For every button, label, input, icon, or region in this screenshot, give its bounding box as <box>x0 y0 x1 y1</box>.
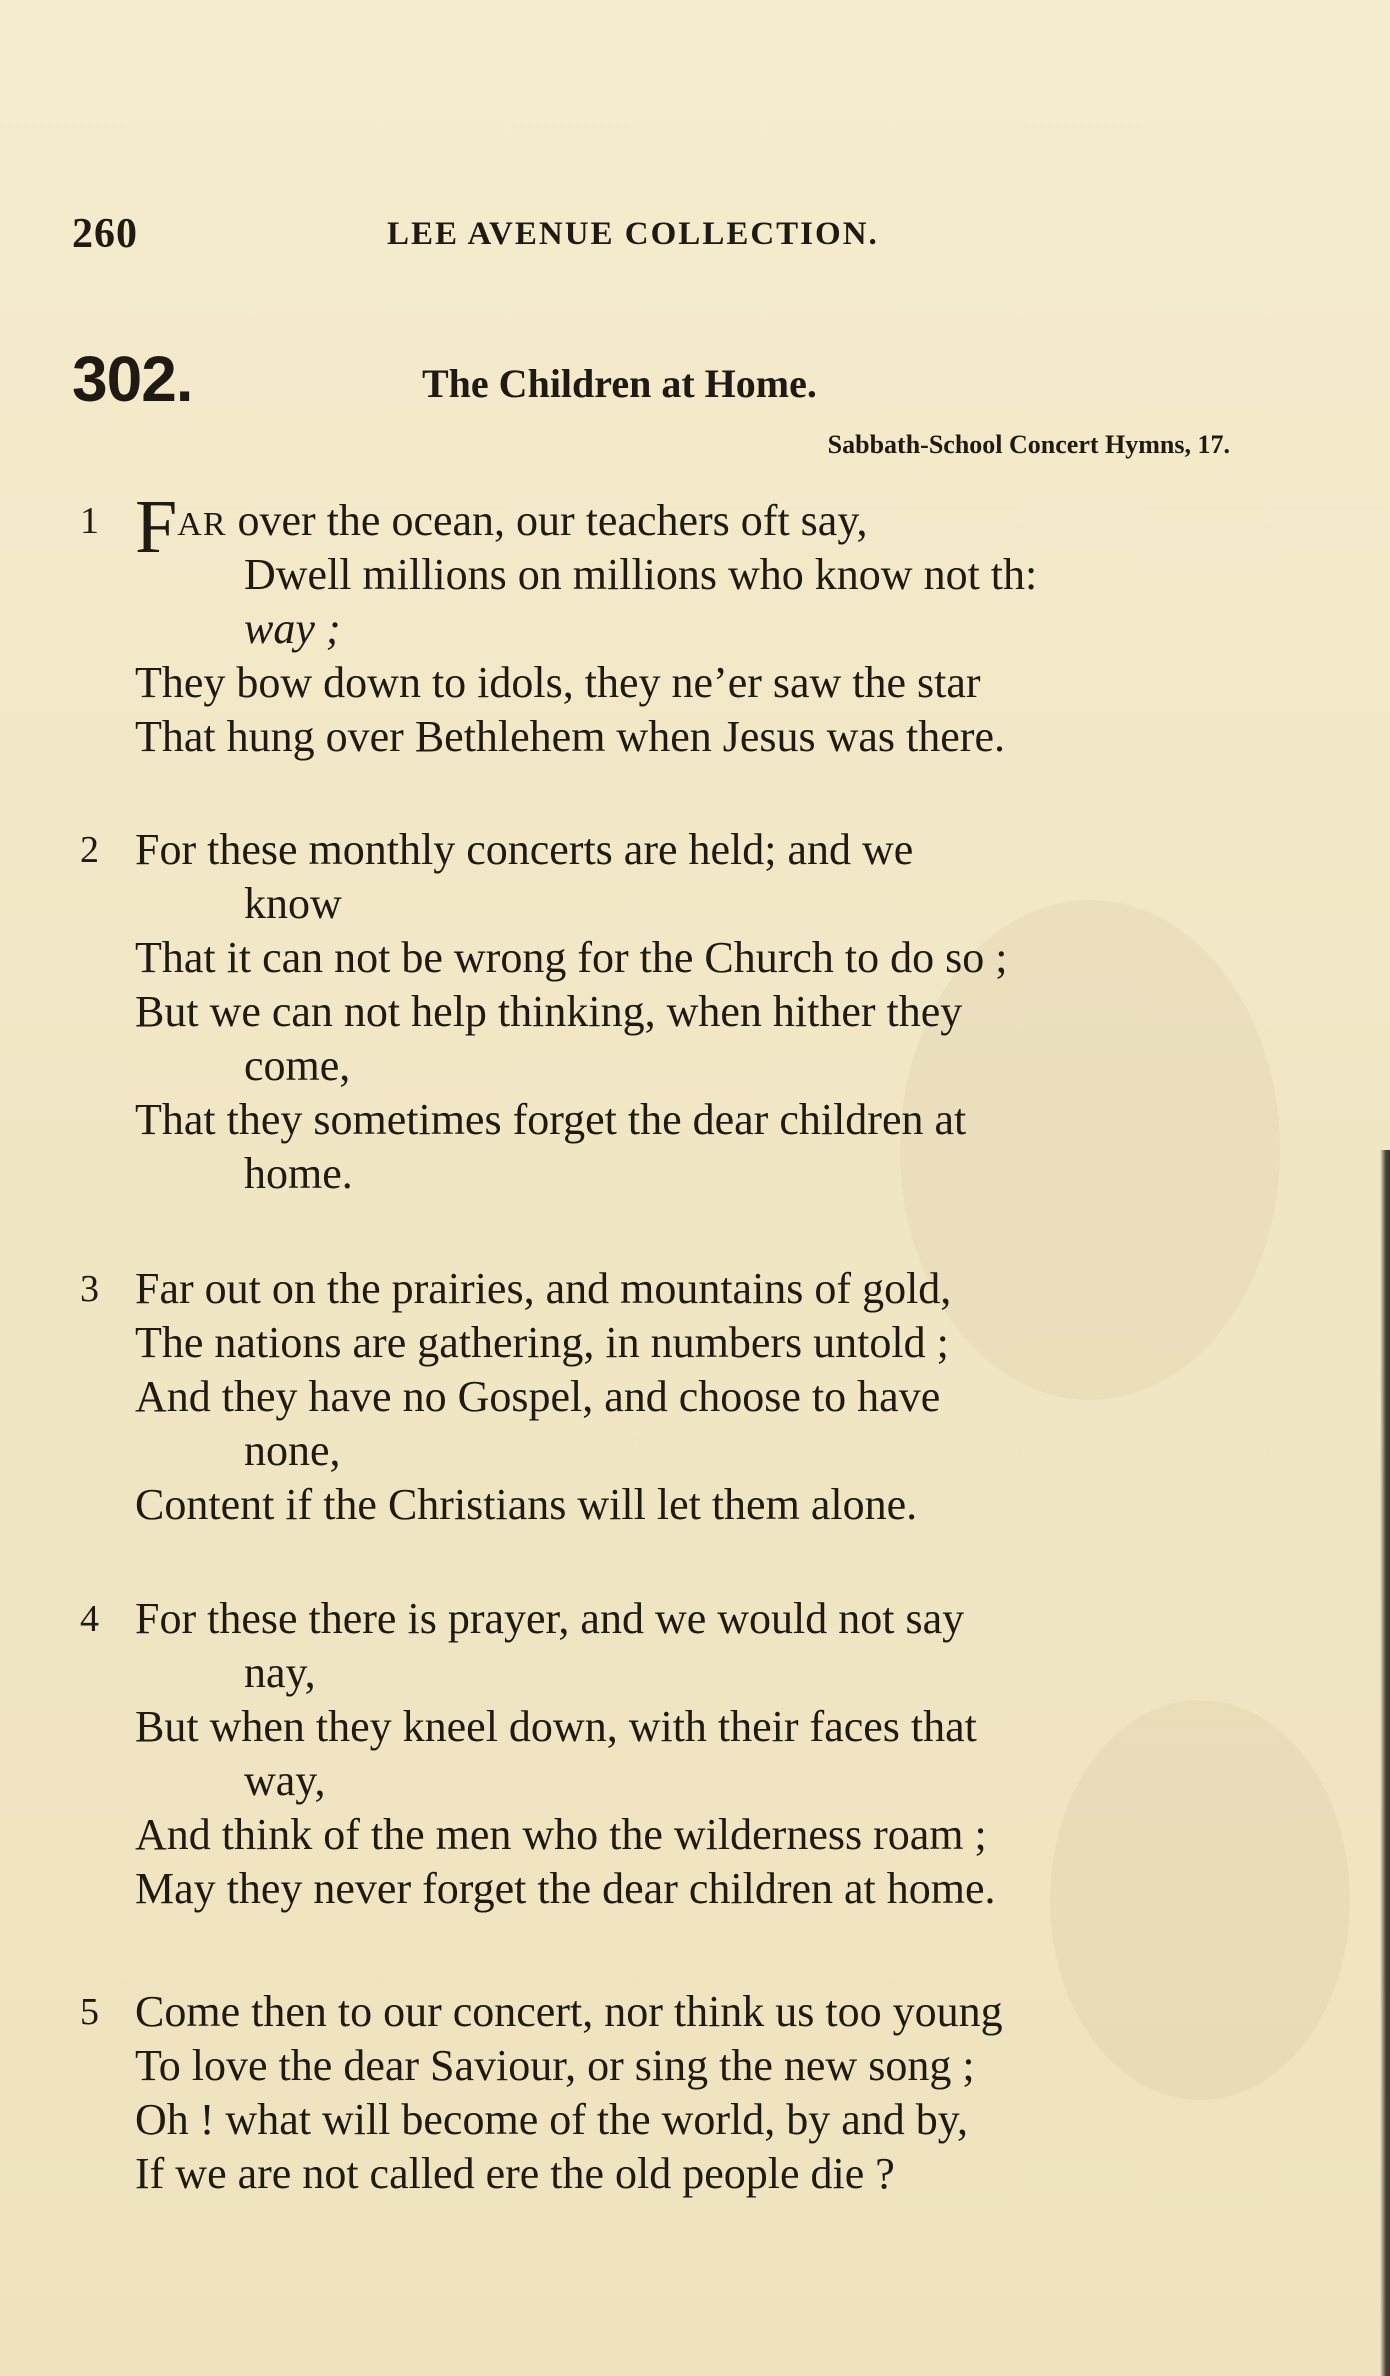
drop-cap: F <box>135 485 178 569</box>
stanza-2 <box>80 823 1320 1201</box>
verse-number: 5 <box>80 1991 99 2033</box>
stanza-line: way ; <box>244 604 341 653</box>
verse-number: 3 <box>80 1268 99 1310</box>
stanza-line: But when they kneel down, with their faces that <box>135 1702 977 1751</box>
stanza-line: come, <box>244 1041 351 1090</box>
stanza-line: And they have no Gospel, and choose to have <box>135 1372 941 1421</box>
line-text: Come then to our concert, nor think us too young <box>135 1987 1003 2036</box>
line-text: For these monthly concerts are held; and we <box>135 825 914 874</box>
page-number: 260 <box>72 211 138 257</box>
stanza-line <box>80 823 1320 877</box>
stanza-line <box>80 485 1320 569</box>
stanza-line: If we are not called ere the old people die ? <box>135 2149 895 2198</box>
page-edge-shadow <box>1380 1150 1390 2376</box>
stanza-line: May they never forget the dear children at home. <box>135 1864 996 1913</box>
stanza-line <box>80 1985 1320 2039</box>
stanza-line: Oh ! what will become of the world, by and by, <box>135 2095 968 2144</box>
stanza-line: Dwell millions on millions who know not th: <box>244 550 1038 599</box>
hymn-source: Sabbath-School Concert Hymns, 17. <box>827 430 1230 459</box>
stanza-line: home. <box>244 1149 353 1198</box>
line-text: For these there is prayer, and we would not say <box>135 1594 965 1643</box>
stanza-1 <box>80 485 1320 764</box>
verse-number: 2 <box>80 829 99 871</box>
stanza-4 <box>80 1592 1320 1916</box>
hymn-heading <box>72 342 1312 422</box>
stanza-3 <box>80 1262 1320 1532</box>
stanza-line: That it can not be wrong for the Church to do so ; <box>135 933 1008 982</box>
line-text: Far out on the prairies, and mountains of gold, <box>135 1264 952 1313</box>
stanza-line: To love the dear Saviour, or sing the new song ; <box>135 2041 975 2090</box>
running-header <box>72 210 1312 270</box>
stanza-line: The nations are gathering, in numbers untold ; <box>135 1318 949 1367</box>
stanza-line: They bow down to idols, they ne’er saw the star <box>135 658 981 707</box>
stanza-line: But we can not help thinking, when hither they <box>135 987 963 1036</box>
hymn-title: The Children at Home. <box>422 361 817 406</box>
running-title: LEE AVENUE COLLECTION. <box>387 216 879 252</box>
stanza-line <box>80 1592 1320 1646</box>
hymn-number: 302. <box>72 343 193 415</box>
verse-number: 1 <box>80 500 99 542</box>
small-caps-text: AR <box>177 506 227 543</box>
stanza-line: way, <box>244 1756 326 1805</box>
line-text: over the ocean, our teachers oft say, <box>226 496 868 545</box>
stanza-line: And think of the men who the wilderness roam ; <box>135 1810 987 1859</box>
verse-number: 4 <box>80 1598 99 1640</box>
stanza-line: Content if the Christians will let them alone. <box>135 1480 918 1529</box>
stanza-line: That they sometimes forget the dear children at <box>135 1095 967 1144</box>
stanza-line <box>80 1262 1320 1316</box>
stanza-line: nay, <box>244 1648 316 1697</box>
stanza-line: That hung over Bethlehem when Jesus was there. <box>135 712 1005 761</box>
stanza-line: none, <box>244 1426 341 1475</box>
stanza-5 <box>80 1985 1320 2201</box>
stanza-line: know <box>244 879 342 928</box>
